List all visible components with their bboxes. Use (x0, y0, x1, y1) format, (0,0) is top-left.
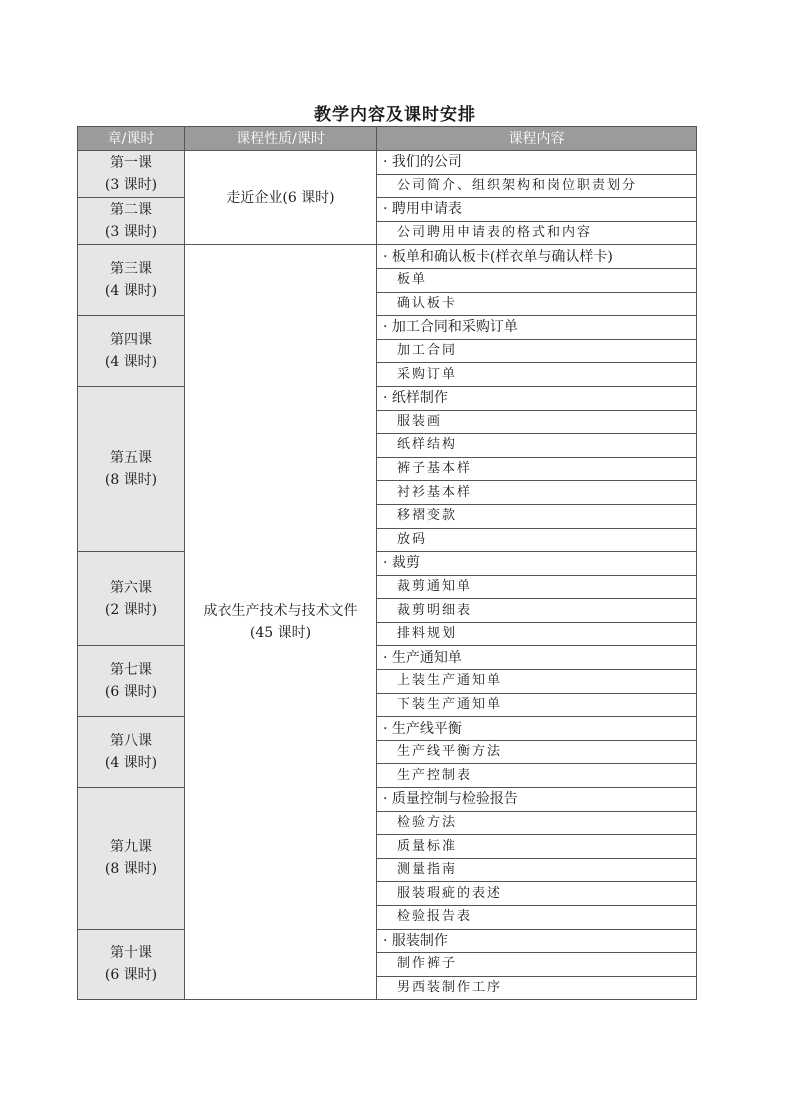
lesson-name: 第七课 (110, 662, 152, 679)
nature-cell-intro (185, 151, 377, 245)
lesson-hours: (6 课时) (104, 967, 158, 984)
schedule-table (77, 126, 697, 1000)
lesson-name: 第六课 (110, 579, 152, 596)
lesson-hours: (3 课时) (104, 177, 158, 194)
lesson-hours: (4 课时) (104, 283, 158, 300)
content-subitem: 确认板卡 (377, 292, 697, 316)
table-row (78, 929, 697, 953)
content-subitem: 加工合同 (377, 339, 697, 363)
content-subitem: 生产控制表 (377, 764, 697, 788)
content-subitem: 公司聘用申请表的格式和内容 (377, 221, 697, 245)
content-subitem: 服装画 (377, 410, 697, 434)
content-subitem: 放码 (377, 528, 697, 552)
nature-name: 成衣生产技术与技术文件 (203, 603, 358, 620)
content-subitem: 质量标准 (377, 835, 697, 859)
lesson-cell (78, 316, 185, 387)
content-subitem: 采购订单 (377, 363, 697, 387)
table-row (78, 386, 697, 410)
lesson-cell (78, 198, 185, 245)
content-topic: · 服装制作 (377, 929, 697, 953)
lesson-cell (78, 717, 185, 788)
content-subitem: 排料规划 (377, 622, 697, 646)
lesson-name: 第三课 (110, 261, 152, 278)
content-topic: · 加工合同和采购订单 (377, 316, 697, 340)
lesson-name: 第九课 (110, 839, 152, 856)
content-topic: · 板单和确认板卡(样衣单与确认样卡) (377, 245, 697, 269)
table-row (78, 646, 697, 670)
lesson-cell (78, 929, 185, 1000)
lesson-name: 第五课 (110, 450, 152, 467)
content-subitem: 裁剪通知单 (377, 575, 697, 599)
lesson-hours: (4 课时) (104, 755, 158, 772)
content-subitem: 公司简介、组织架构和岗位职责划分 (377, 174, 697, 198)
table-row (78, 245, 697, 269)
content-topic: · 生产线平衡 (377, 717, 697, 741)
content-topic: · 裁剪 (377, 552, 697, 576)
content-subitem: 上装生产通知单 (377, 670, 697, 694)
lesson-hours: (3 课时) (104, 224, 158, 241)
lesson-name: 第十课 (110, 945, 152, 962)
content-subitem: 生产线平衡方法 (377, 740, 697, 764)
content-subitem: 检验报告表 (377, 906, 697, 930)
content-topic: · 我们的公司 (377, 151, 697, 175)
lesson-name: 第二课 (110, 202, 152, 219)
content-topic: · 生产通知单 (377, 646, 697, 670)
lesson-cell (78, 151, 185, 198)
table-header-row (78, 127, 697, 151)
content-subitem: 衬衫基本样 (377, 481, 697, 505)
table-row (78, 788, 697, 812)
lesson-hours: (8 课时) (104, 472, 158, 489)
lesson-hours: (8 课时) (104, 861, 158, 878)
lesson-name: 第一课 (110, 155, 152, 172)
content-subitem: 检验方法 (377, 811, 697, 835)
content-subitem: 裤子基本样 (377, 457, 697, 481)
lesson-name: 第四课 (110, 332, 152, 349)
table-row (78, 717, 697, 741)
table-row (78, 316, 697, 340)
lesson-cell (78, 788, 185, 930)
content-subitem: 纸样结构 (377, 434, 697, 458)
content-topic: · 质量控制与检验报告 (377, 788, 697, 812)
lesson-cell (78, 552, 185, 646)
content-subitem: 制作裤子 (377, 953, 697, 977)
lesson-cell (78, 386, 185, 551)
content-topic: · 纸样制作 (377, 386, 697, 410)
content-subitem: 下装生产通知单 (377, 693, 697, 717)
content-subitem: 移褶变款 (377, 504, 697, 528)
content-subitem: 男西装制作工序 (377, 976, 697, 1000)
content-topic: · 聘用申请表 (377, 198, 697, 222)
nature-name: 走近企业(6 课时) (226, 189, 335, 206)
lesson-hours: (6 课时) (104, 684, 158, 701)
content-subitem: 板单 (377, 268, 697, 292)
header-content: 课程内容 (377, 127, 697, 151)
lesson-cell (78, 245, 185, 316)
header-chapter: 章/课时 (78, 127, 185, 151)
page-title: 教学内容及课时安排 (314, 105, 476, 125)
lesson-hours: (4 课时) (104, 354, 158, 371)
table-row (78, 552, 697, 576)
nature-hours: (45 课时) (249, 625, 312, 642)
table-row (78, 151, 697, 175)
content-subitem: 测量指南 (377, 858, 697, 882)
header-nature: 课程性质/课时 (185, 127, 377, 151)
lesson-name: 第八课 (110, 733, 152, 750)
content-subitem: 裁剪明细表 (377, 599, 697, 623)
nature-cell-production (185, 245, 377, 1000)
lesson-hours: (2 课时) (104, 601, 158, 618)
table-row (78, 198, 697, 222)
lesson-cell (78, 646, 185, 717)
content-subitem: 服装瑕疵的表述 (377, 882, 697, 906)
